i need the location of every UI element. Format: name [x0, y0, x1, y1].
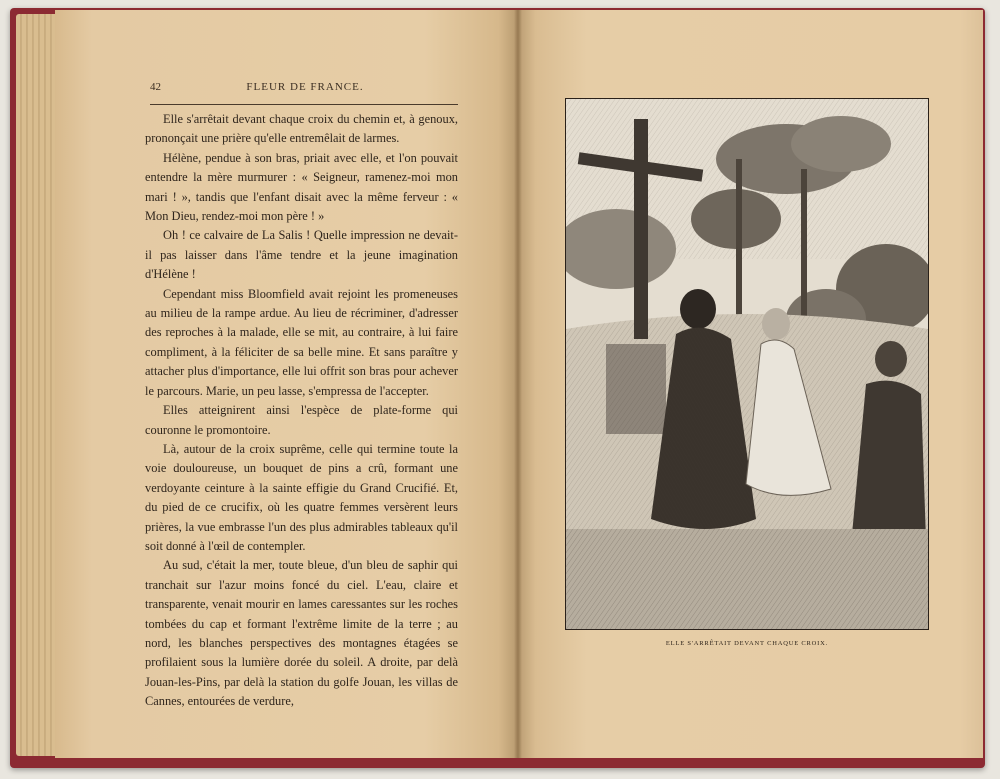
paragraph: Elle s'arrêtait devant chaque croix du chemin et, à genoux, prononçait une prière qu'elle entremêlait de larmes.: [145, 112, 458, 146]
page-number: 42: [150, 81, 161, 93]
paragraph: Là, autour de la croix suprême, celle qui termine toute la voie douloureuse, un bouquet de pins a crû, formant une verdoyante ceinture à la sainte effigie du Grand Crucifié. Et, du pied de ce crucifix, où les quatre femmes versèrent leurs prières, la vue embrasse l'un des plus admirables tableaux qu'il soit donné à l'œil de contempler.: [145, 441, 458, 553]
paragraph: Oh ! ce calvaire de La Salis ! Quelle impression ne devait-il pas laisser dans l'âme tendre et la jeune imagination d'Hélène !: [145, 228, 458, 282]
paragraph: Cependant miss Bloomfield avait rejoint les promeneuses au milieu de la rampe ardue. Au lieu de récriminer, d'adresser des reproches à la malade, elle se mit, au contraire, à lui faire compliment, à la féliciter de sa belle mine. Et sans paraître y attacher plus d'importance, elle lui offrit son bras pour achever le parcours. Marie, un peu lasse, s'empressa de l'accepter.: [145, 286, 458, 398]
running-title: FLEUR DE FRANCE.: [246, 81, 364, 93]
paragraph: Elles atteignirent ainsi l'espèce de plate-forme qui couronne le promontoire.: [145, 403, 458, 437]
header-rule: [150, 104, 458, 105]
book-gutter: [514, 10, 522, 758]
page-header: [150, 81, 460, 99]
body-text: [145, 110, 458, 712]
paragraph: Au sud, c'était la mer, toute bleue, d'un bleu de saphir qui tranchait sur l'azur moins foncé du ciel. L'eau, claire et transparente, venait mourir en lames caressantes sur les roches tombées du cap et formant l'extrême limite de la terre ; au nord, les blanches perspectives des montagnes étagées se profilaient sous la lumière dorée du soleil. A droite, par delà Jouan-les-Pins, par delà la station du golfe Jouan, les villas de Cannes, entourées de verdure,: [145, 558, 458, 709]
engraving-illustration: [565, 98, 929, 630]
paragraph: Hélène, pendue à son bras, priait avec elle, et l'on pouvait entendre la mère murmurer : « Seigneur, ramenez-moi mon mari ! », tandis que l'enfant disait avec la même ferveur : « Mon Dieu, rendez-moi mon père ! »: [145, 150, 458, 224]
engraving-icon: [566, 99, 928, 629]
illustration-caption: ELLE S'ARRÊTAIT DEVANT CHAQUE CROIX.: [665, 640, 829, 647]
